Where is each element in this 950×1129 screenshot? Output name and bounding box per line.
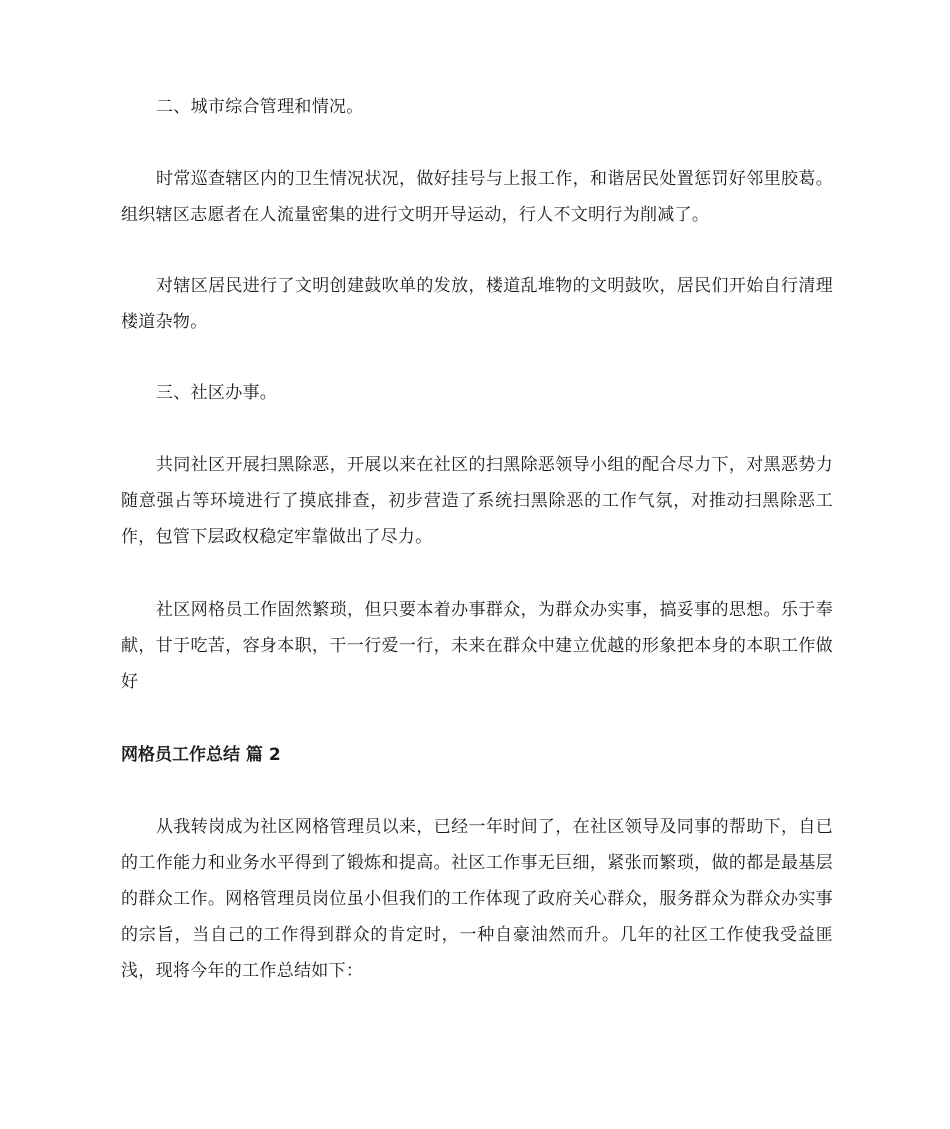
paragraph-grid-worker-summary: 社区网格员工作固然繁琐，但只要本着办事群众，为群众办实事，搞妥事的思想。乐于奉献，甘于吃苦，容身本职，干一行爱一行，未来在群众中建立优越的形象把本身的本职工作做好 — [121, 600, 833, 692]
paragraph-closing: 从我转岗成为社区网格管理员以来，已经一年时间了，在社区领导及同事的帮助下，自已的工作能力和业务水平得到了锻炼和提高。社区工作事无巨细，紧张而繁琐，做的都是最基层的群众工作。网格管理员岗位虽小但我们的工作体现了政府关心群众，服务群众为群众办实事的宗旨，当自己的工作得到群众的肯定时，一种自豪油然而升。几年的社区工作使我受益匪浅，现将今年的工作总结如下： — [121, 817, 833, 981]
paragraph-hygiene-patrol: 时常巡查辖区内的卫生情况状况，做好挂号与上报工作，和谐居民处置惩罚好邻里胶葛。组织辖区志愿者在人流量密集的进行文明开导运动，行人不文明行为削减了。 — [121, 169, 833, 225]
paragraph-section-two-heading: 二、城市综合管理和情况。 — [156, 97, 364, 117]
paragraph-civilization-campaign: 对辖区居民进行了文明创建鼓吹单的发放，楼道乱堆物的文明鼓吹，居民们开始自行清理楼道杂物。 — [121, 276, 833, 332]
paragraph-section-three-heading: 三、社区办事。 — [156, 383, 278, 403]
section-heading: 网格员工作总结 篇 2 — [121, 745, 281, 765]
paragraph-anti-crime: 共同社区开展扫黑除恶，开展以来在社区的扫黑除恶领导小组的配合尽力下，对黑恶势力随意强占等环境进行了摸底排查，初步营造了系统扫黑除恶的工作气氛，对推动扫黑除恶工作，包管下层政权稳定牢靠做出了尽力。 — [121, 455, 833, 547]
